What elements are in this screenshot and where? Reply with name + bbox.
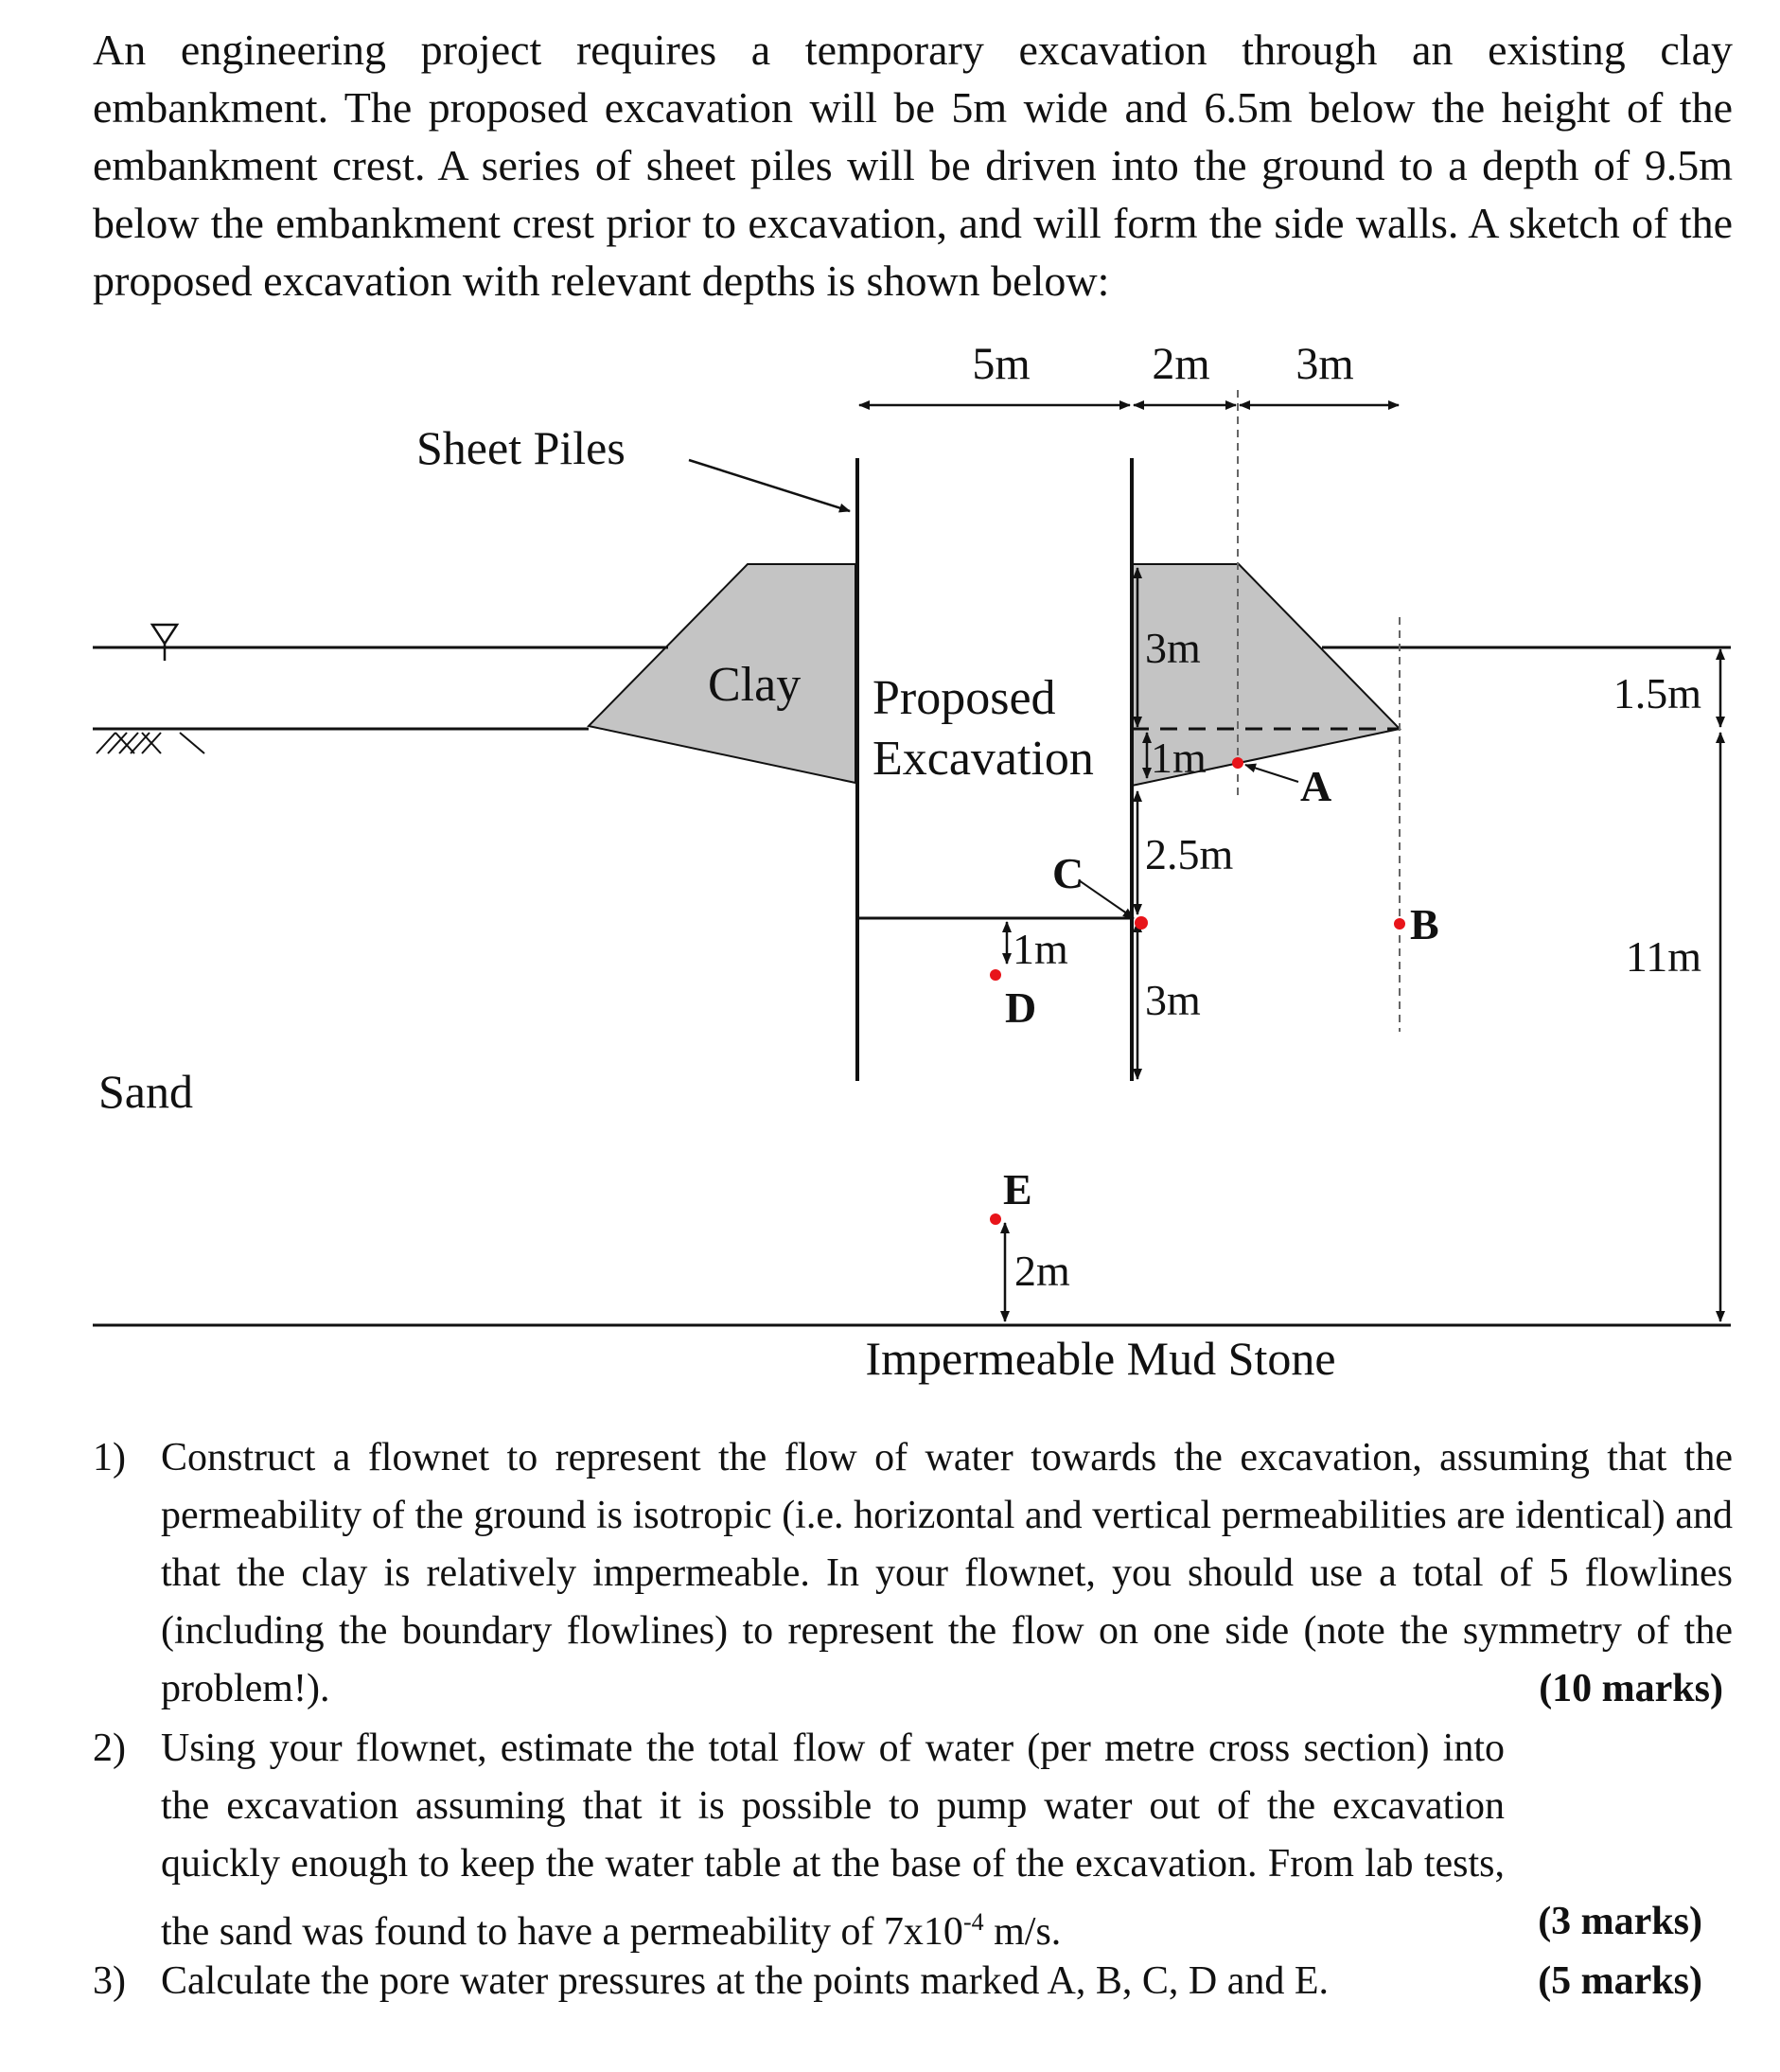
point-c-label: C <box>1052 849 1084 897</box>
sheet-piles-label: Sheet Piles <box>416 421 626 474</box>
question-3-number: 3) <box>93 1959 126 2003</box>
question-2-text <box>161 1720 1505 1961</box>
question-2 <box>93 1720 1733 1952</box>
point-d-label: D <box>1005 983 1037 1032</box>
question-3-marks: (5 marks) <box>1538 1959 1702 2003</box>
dim-label-1m-d: 1m <box>1013 925 1068 973</box>
question-3 <box>93 1953 1733 2010</box>
point-a-label: A <box>1300 762 1332 810</box>
dim-label-1-5m: 1.5m <box>1613 669 1701 717</box>
point-b-label: B <box>1410 900 1439 948</box>
dim-label-11m: 11m <box>1625 932 1701 981</box>
point-d-marker <box>990 969 1001 981</box>
question-2-body: Using your flownet, estimate the total flow of water (per metre cross section) into the excavation assuming that it is possible to pump water out of the excavation quickly enough to keep the water table at the base of the excavation. From lab tests, the sand was found to have a permeability of 7x10 <box>161 1727 1505 1954</box>
dim-label-2m: 2m <box>1152 339 1210 389</box>
point-c-pointer-arrow <box>1079 880 1134 918</box>
excavation-label-line-2: Excavation <box>872 732 1094 786</box>
excavation-label-line-1: Proposed <box>872 671 1056 725</box>
question-1 <box>93 1429 1733 1718</box>
dim-label-5m: 5m <box>972 339 1031 389</box>
question-2-exponent: -4 <box>962 1908 984 1936</box>
dim-label-2m-e: 2m <box>1014 1247 1070 1295</box>
point-e-marker <box>990 1213 1001 1225</box>
dim-label-3m: 3m <box>1295 339 1354 389</box>
excavation-diagram <box>0 312 1780 1391</box>
question-3-text <box>161 1953 1580 2010</box>
dim-label-3m-upper: 3m <box>1145 624 1201 672</box>
dim-label-2-5m: 2.5m <box>1145 830 1234 878</box>
question-1-body: Construct a flownet to represent the flow of water towards the excavation, assuming that the permeability of the ground is isotropic (i.e. horizontal and vertical permeabilities are identical) and that the clay is relatively impermeable. In your flownet, you should use a total of 5 flowlines (including the boundary flowlines) to represent the flow on one side (note the symmetry of the problem!). <box>161 1436 1733 1710</box>
sheet-piles-pointer-arrow <box>689 460 850 511</box>
dim-label-3m-lower: 3m <box>1145 976 1201 1024</box>
point-e-label: E <box>1003 1165 1032 1213</box>
question-1-text <box>161 1429 1733 1718</box>
ground-hatch-symbol <box>97 733 204 753</box>
question-1-number: 1) <box>93 1436 126 1479</box>
clay-label: Clay <box>708 658 802 712</box>
mudstone-label: Impermeable Mud Stone <box>865 1332 1336 1385</box>
dim-label-1m-right: 1m <box>1151 734 1207 782</box>
water-table-symbol <box>152 625 177 661</box>
intro-paragraph: An engineering project requires a temporary excavation through an existing clay embankment. The proposed excavation will be 5m wide and 6.5m below the height of the embankment crest. A series of sheet piles will be driven into the ground to a depth of 9.5m below the embankment crest prior to excavation, and will form the side walls. A sketch of the proposed excavation with relevant depths is shown below: <box>93 26 1733 305</box>
question-2-number: 2) <box>93 1727 126 1770</box>
point-c-marker <box>1135 916 1148 930</box>
sand-label: Sand <box>98 1065 193 1118</box>
question-2-marks: (3 marks) <box>1538 1900 1702 1943</box>
question-3-body: Calculate the pore water pressures at the points marked A, B, C, D and E. <box>161 1959 1329 2003</box>
point-a-marker <box>1232 757 1243 769</box>
point-b-marker <box>1394 918 1405 930</box>
question-2-unit: m/s. <box>983 1910 1062 1954</box>
question-1-marks: (10 marks) <box>1539 1667 1723 1710</box>
point-a-pointer-arrow <box>1245 765 1298 782</box>
